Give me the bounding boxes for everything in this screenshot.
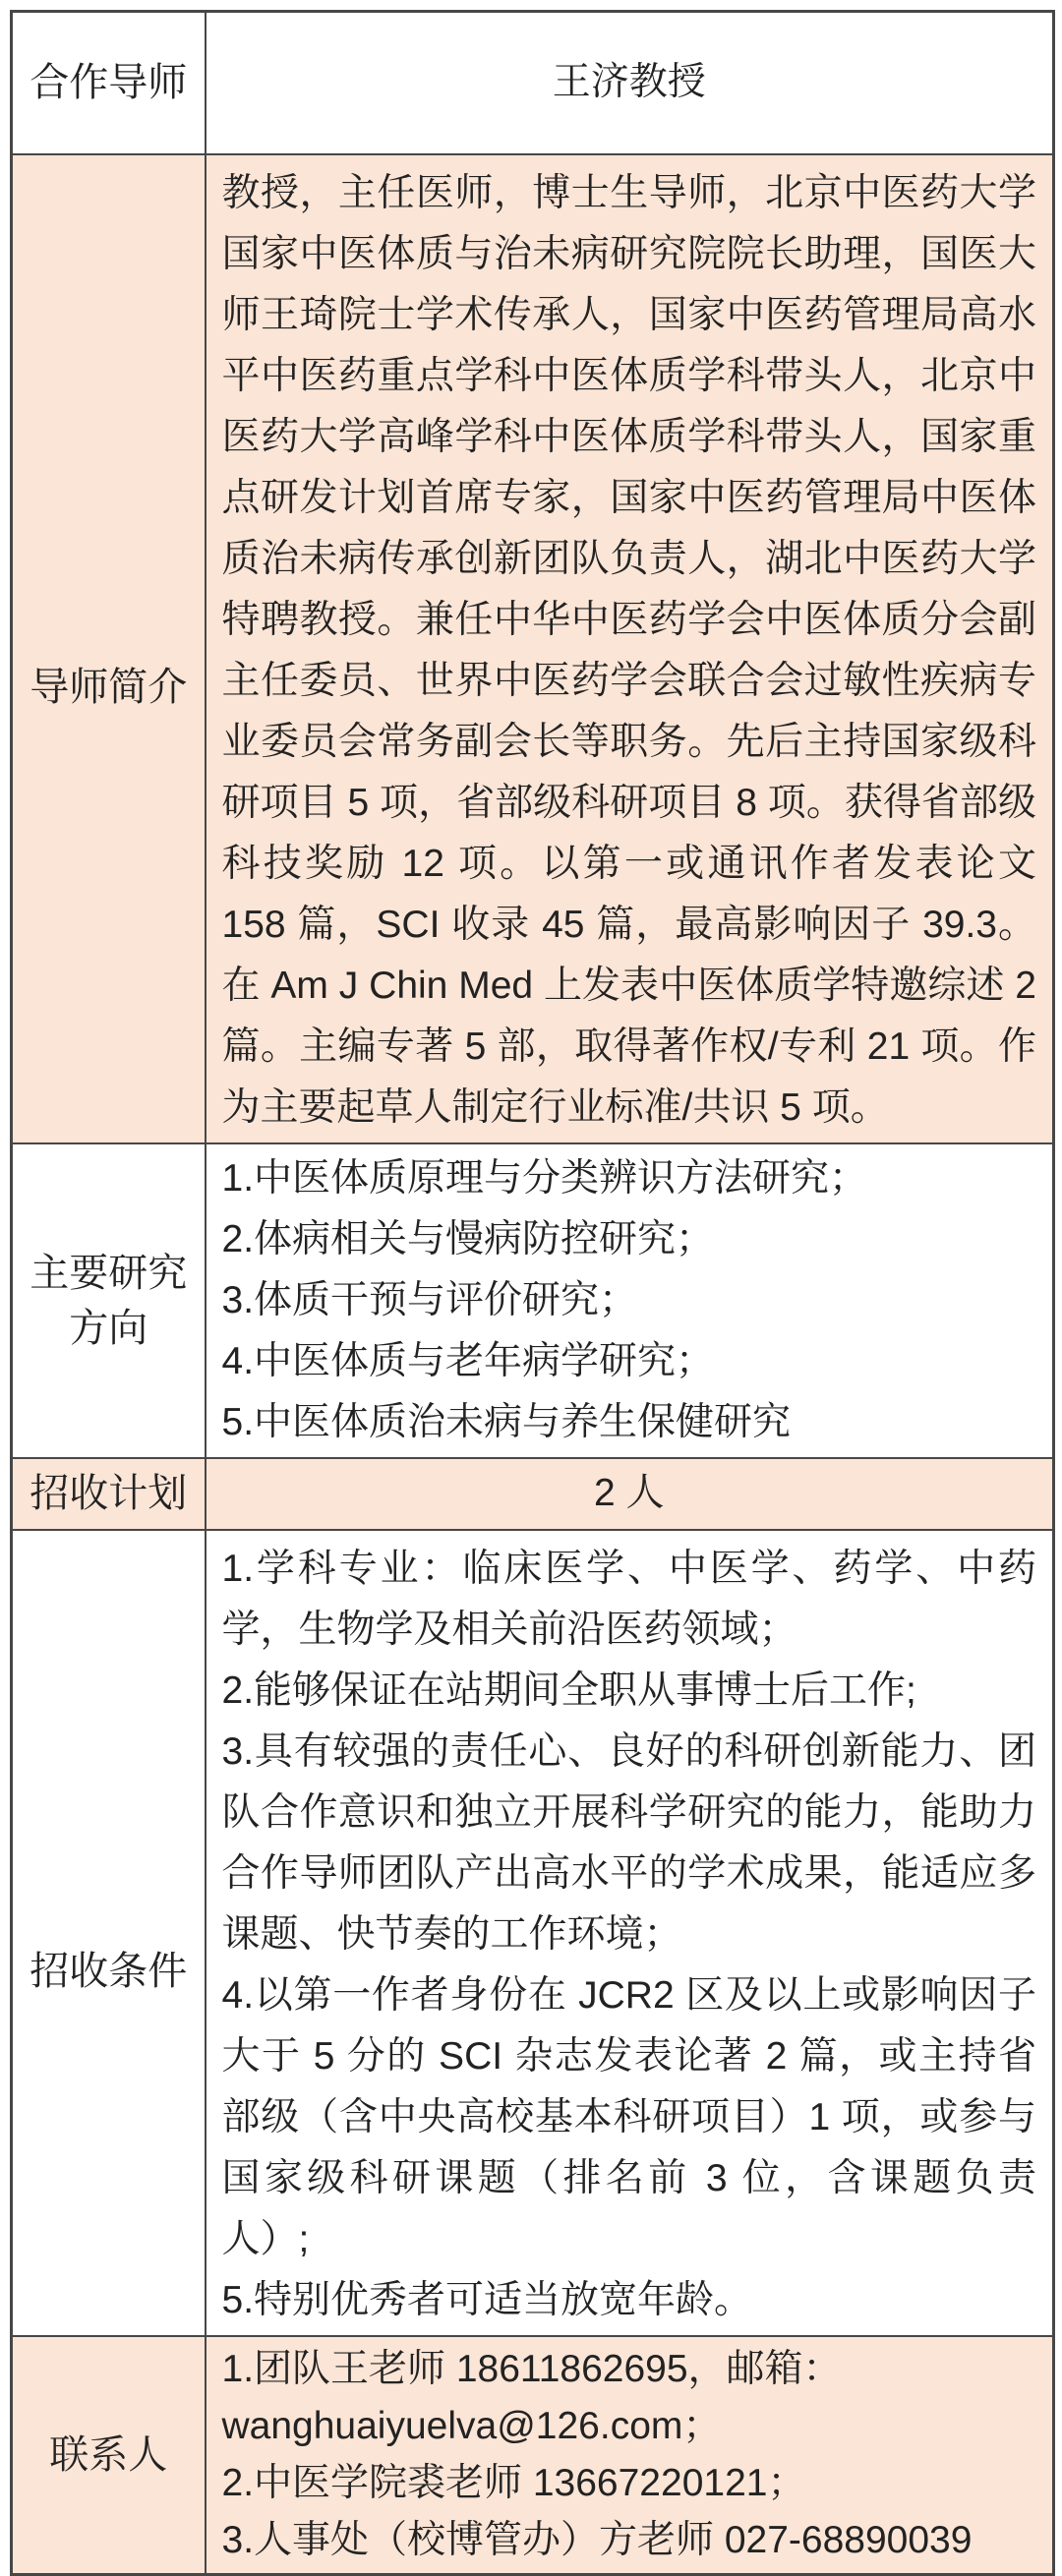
table-row-mentor (12, 12, 1054, 154)
table-row-quota (12, 1458, 1054, 1530)
conditions-content-cell (206, 1530, 1054, 2336)
condition-item: 5.特别优秀者可适当放宽年龄。 (221, 2278, 753, 2321)
table-row-conditions (12, 1530, 1054, 2336)
bio-row-label: 导师简介 (12, 154, 206, 1143)
table-row-bio (12, 154, 1054, 1143)
bio-text: 教授，主任医师，博士生导师，北京中医药大学国家中医体质与治未病研究院院长助理，国医大师王琦院士学术传承人，国家中医药管理局高水平中医药重点学科中医体质学科带头人，北京中医药大学高峰学科中医体质学科带头人，国家重点研发计划首席专家，国家中医药管理局中医体质治未病传承创新团队负责人，湖北中医药大学特聘教授。兼任中华中医药学会中医体质分会副主任委员、世界中医药学会联合会过敏性疾病专业委员会常务副会长等职务。先后主持国家级科研项目 5 项，省部级科研项目 8 项。获得省部级科技奖励 12 项。以第一或通讯作者发表论文 158 篇，SCI 收录 45 篇，最高影响因子 39.3。在 Am J Chin Med 上发表中医体质学特邀综述 2 篇。主编专著 5 部，取得著作权/专利 21 项。作为主要起草人制定行业标准/共识 5 项。 (221, 171, 1036, 1129)
mentor-row-label: 合作导师 (12, 12, 206, 154)
contact-item: 1.团队王老师 18611862695，邮箱：wanghuaiyuelva@126.com； (221, 2347, 842, 2447)
research-item: 4.中医体质与老年病学研究； (221, 1339, 715, 1382)
contact-row-label: 联系人 (12, 2336, 206, 2575)
condition-item: 2.能够保证在站期间全职从事博士后工作; (221, 1669, 916, 1712)
table-row-contact (12, 2336, 1054, 2575)
research-item: 1.中医体质原理与分类辨识方法研究； (221, 1156, 868, 1200)
contact-content-cell (206, 2336, 1054, 2575)
contact-item: 3.人事处（校博管办）方老师 027-68890039 (221, 2518, 973, 2561)
research-item: 3.体质干预与评价研究； (221, 1278, 638, 1321)
research-row-label: 主要研究方向 (12, 1143, 206, 1458)
research-item: 2.体病相关与慢病防控研究； (221, 1217, 715, 1260)
bio-content-cell (206, 154, 1054, 1143)
table-row-research (12, 1143, 1054, 1458)
conditions-row-label: 招收条件 (12, 1530, 206, 2336)
research-item: 5.中医体质治未病与养生保健研究 (221, 1400, 792, 1443)
condition-item: 1.学科专业：临床医学、中医学、药学、中药学，生物学及相关前沿医药领域； (221, 1547, 1036, 1651)
quota-value: 2 人 (206, 1458, 1054, 1530)
research-content-cell (206, 1143, 1054, 1458)
mentor-name: 王济教授 (206, 12, 1054, 154)
condition-item: 3.具有较强的责任心、良好的科研创新能力、团队合作意识和独立开展科学研究的能力，能助力合作导师团队产出高水平的学术成果，能适应多课题、快节奏的工作环境； (221, 1729, 1036, 1956)
condition-item: 4.以第一作者身份在 JCR2 区及以上或影响因子大于 5 分的 SCI 杂志发表论著 2 篇，或主持省部级（含中央高校基本科研项目）1 项，或参与国家级科研课题（排名前 3 位，含课题负责人）; (221, 1973, 1036, 2260)
recruitment-table (10, 10, 1055, 2576)
contact-item: 2.中医学院裘老师 13667220121； (221, 2461, 806, 2504)
quota-row-label: 招收计划 (12, 1458, 206, 1530)
